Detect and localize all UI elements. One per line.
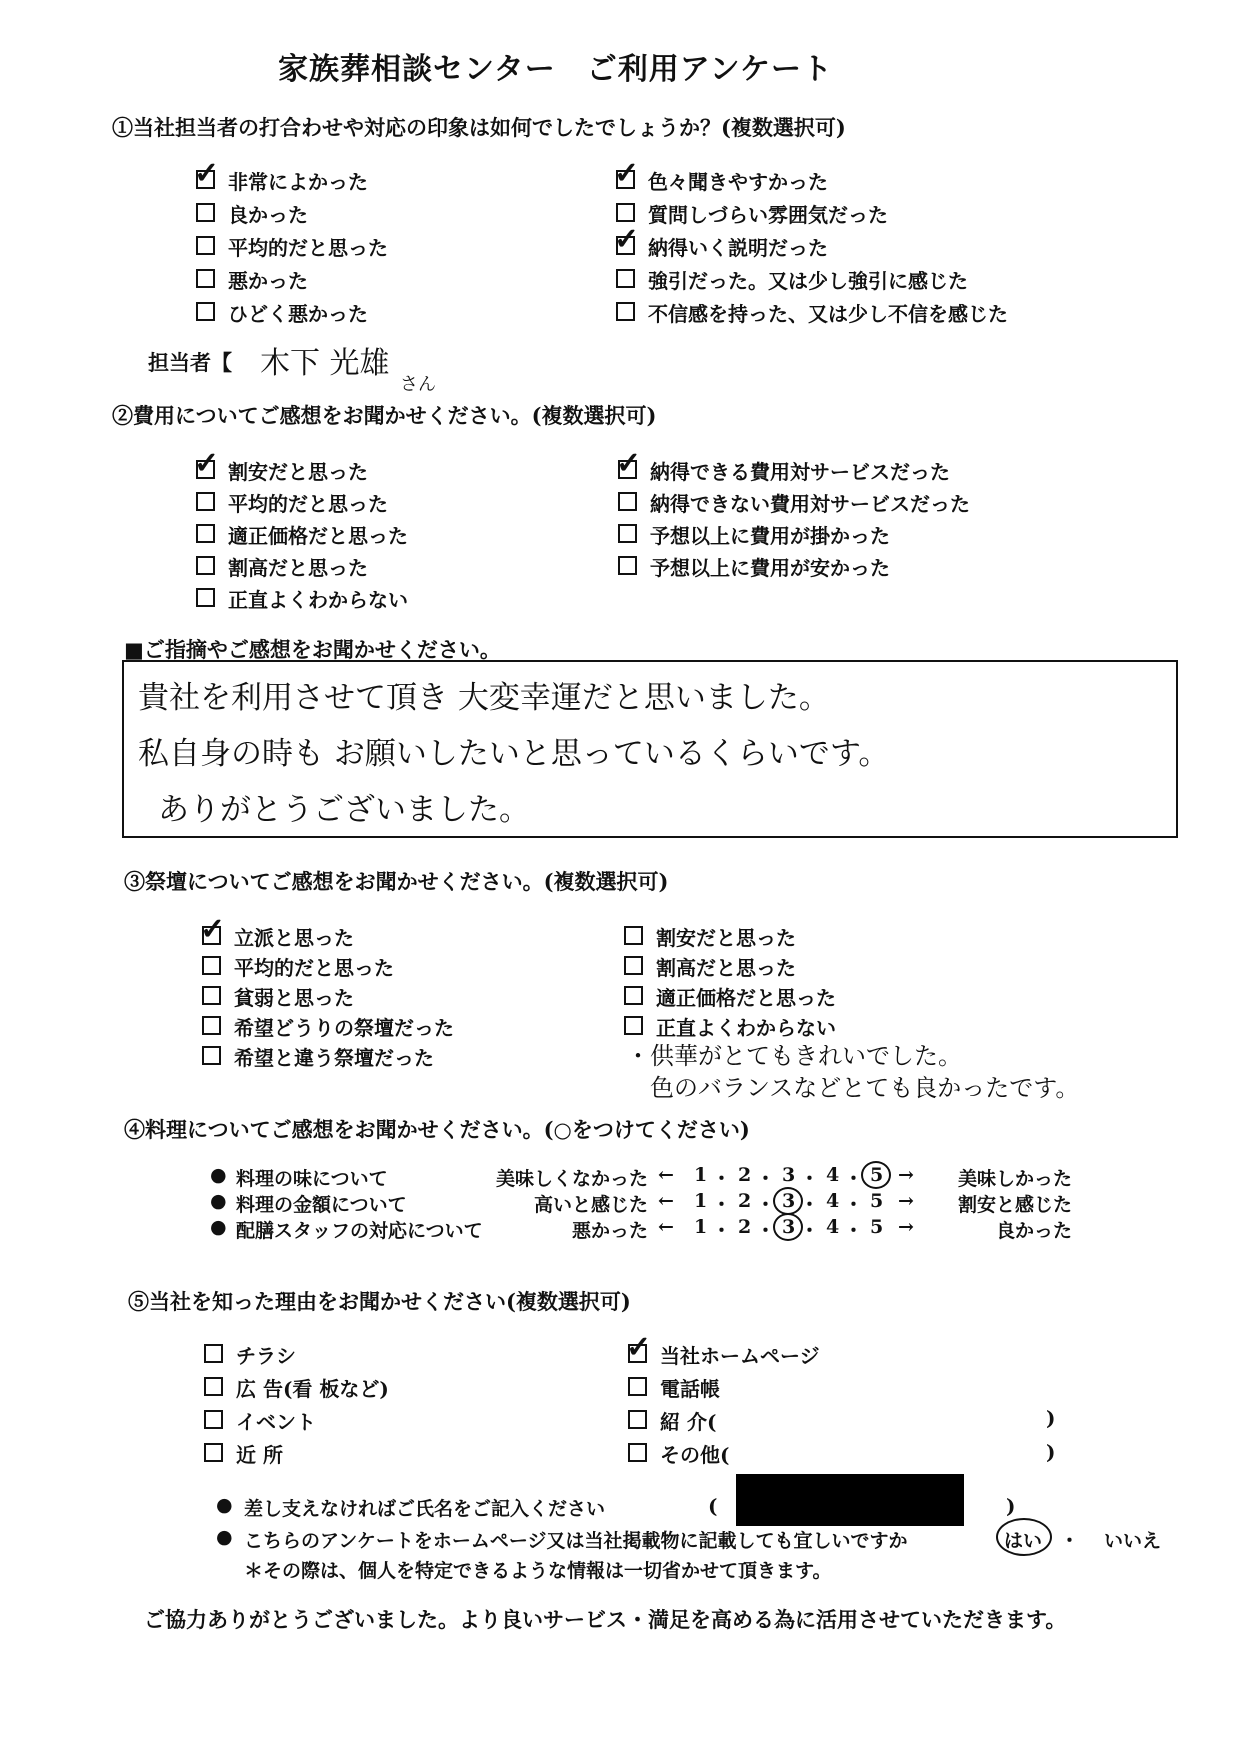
yes-circle-mark xyxy=(996,1518,1052,1556)
option-label: 予想以上に費用が掛かった xyxy=(650,524,890,548)
rating-number[interactable]: 2 xyxy=(738,1190,752,1212)
rating-high-label: 良かった xyxy=(995,1220,1072,1242)
comment-line-1: 貴社を利用させて頂き 大変幸運だと思いました。 xyxy=(138,680,830,716)
option-label: 割安だと思った xyxy=(656,926,796,950)
option-label: 質問しづらい雰囲気だった xyxy=(648,203,888,227)
option-label: 予想以上に費用が安かった xyxy=(650,556,890,580)
checkbox[interactable] xyxy=(202,956,221,975)
checkbox[interactable] xyxy=(618,556,637,575)
rating-number[interactable]: 1 xyxy=(694,1190,708,1212)
option-label: 希望どうりの祭壇だった xyxy=(234,1016,454,1040)
checkbox[interactable] xyxy=(196,556,215,575)
rating-number[interactable]: 4 xyxy=(826,1164,840,1186)
checkmark-icon: ✓ xyxy=(616,446,642,481)
rating-number[interactable]: 3 xyxy=(782,1190,796,1212)
scale-dot: ・ xyxy=(712,1220,732,1242)
right-arrow: → xyxy=(898,1164,914,1186)
option-label: 納得いく説明だった xyxy=(648,236,828,260)
option-label: 割安だと思った xyxy=(228,460,368,484)
checkmark-icon: ✓ xyxy=(200,912,226,947)
rating-item-label: 料理の金額について xyxy=(236,1194,407,1216)
option-label: 平均的だと思った xyxy=(228,492,388,516)
option-label: 適正価格だと思った xyxy=(228,524,408,548)
scale-dot: ・ xyxy=(844,1194,864,1216)
option-label: 希望と違う祭壇だった xyxy=(234,1046,434,1070)
checkbox[interactable] xyxy=(616,302,635,321)
selection-circle-mark xyxy=(773,1213,803,1241)
q1-heading: ①当社担当者の打合わせや対応の印象は如何でしたでしょうか？(複数選択可) xyxy=(112,115,846,140)
scale-dot: ・ xyxy=(844,1168,864,1190)
checkbox[interactable] xyxy=(624,926,643,945)
page-title: 家族葬相談センター ご利用アンケート xyxy=(278,52,833,87)
checkbox[interactable] xyxy=(196,203,215,222)
option-label: 割高だと思った xyxy=(656,956,796,980)
checkbox[interactable] xyxy=(202,1046,221,1065)
comments-heading: ■ご指摘やご感想をお聞かせください。 xyxy=(124,637,501,662)
rating-low-label: 高いと感じた xyxy=(533,1194,648,1216)
option-label: 非常によかった xyxy=(228,170,368,194)
q5-heading: ⑤当社を知った理由をお聞かせください(複数選択可) xyxy=(128,1289,631,1314)
option-label: イベント xyxy=(236,1410,316,1434)
option-label: 当社ホームページ xyxy=(660,1344,820,1368)
checkbox[interactable] xyxy=(196,236,215,255)
comment-line-2: 私自身の時も お願いしたいと思っているくらいです。 xyxy=(138,736,890,772)
permission-dot: ・ xyxy=(1060,1530,1080,1552)
option-label: 良かった xyxy=(228,203,308,227)
option-label: 近 所 xyxy=(236,1443,283,1467)
checkbox[interactable] xyxy=(204,1344,223,1363)
permission-bullet: ● xyxy=(216,1526,233,1548)
rating-number[interactable]: 4 xyxy=(826,1190,840,1212)
option-label: 立派と思った xyxy=(234,926,354,950)
selection-circle-mark xyxy=(773,1187,803,1215)
checkbox[interactable] xyxy=(204,1377,223,1396)
rating-item-label: 料理の味について xyxy=(236,1168,388,1190)
left-arrow: ← xyxy=(658,1216,674,1238)
thanks-message: ご協力ありがとうございました。より良いサービス・満足を高める為に活用させていただきます。 xyxy=(144,1607,1067,1632)
permission-prompt: こちらのアンケートをホームページ又は当社掲載物に記載しても宜しいですか xyxy=(244,1530,908,1552)
selection-circle-mark xyxy=(861,1161,891,1189)
left-arrow: ← xyxy=(658,1164,674,1186)
option-label: 紹 介( xyxy=(660,1410,717,1434)
row-bullet: ● xyxy=(210,1164,227,1186)
checkbox[interactable] xyxy=(196,302,215,321)
option-label: 貧弱と思った xyxy=(234,986,354,1010)
privacy-note: ＊その際は、個人を特定できるような情報は一切省かせて頂きます。 xyxy=(244,1560,832,1582)
checkmark-icon: ✓ xyxy=(194,156,220,191)
rating-high-label: 割安と感じた xyxy=(957,1194,1072,1216)
checkbox[interactable] xyxy=(196,524,215,543)
scale-dot: ・ xyxy=(712,1168,732,1190)
checkbox[interactable] xyxy=(628,1377,647,1396)
option-label: 悪かった xyxy=(228,269,308,293)
permission-yes[interactable]: はい xyxy=(1004,1530,1043,1552)
option-label: 正直よくわからない xyxy=(656,1016,836,1040)
option-label: 強引だった。又は少し強引に感じた xyxy=(648,269,968,293)
option-label: 色々聞きやすかった xyxy=(648,170,828,194)
checkmark-icon: ✓ xyxy=(194,446,220,481)
scale-dot: ・ xyxy=(756,1168,776,1190)
option-label: 納得できない費用対サービスだった xyxy=(650,492,970,516)
option-label: ひどく悪かった xyxy=(228,302,368,326)
checkmark-icon: ✓ xyxy=(614,156,640,191)
option-label: 平均的だと思った xyxy=(228,236,388,260)
option-label: その他( xyxy=(660,1443,730,1467)
name-bullet: ● xyxy=(216,1494,233,1516)
comment-line-3: ありがとうございました。 xyxy=(158,792,530,828)
rating-number[interactable]: 1 xyxy=(694,1216,708,1238)
rating-number[interactable]: 3 xyxy=(782,1216,796,1238)
other-close-paren: ) xyxy=(1046,1440,1056,1464)
checkbox[interactable] xyxy=(618,524,637,543)
staff-honorific: さん xyxy=(400,374,436,395)
checkbox[interactable] xyxy=(628,1410,647,1429)
checkbox[interactable] xyxy=(624,956,643,975)
checkbox[interactable] xyxy=(196,588,215,607)
rating-number[interactable]: 2 xyxy=(738,1164,752,1186)
option-label: 正直よくわからない xyxy=(228,588,408,612)
option-label: 納得できる費用対サービスだった xyxy=(650,460,950,484)
option-label: 広 告(看 板など) xyxy=(236,1377,389,1401)
scale-dot: ・ xyxy=(756,1220,776,1242)
scale-dot: ・ xyxy=(712,1194,732,1216)
rating-low-label: 美味しくなかった xyxy=(495,1168,648,1190)
checkbox[interactable] xyxy=(196,492,215,511)
referral-close-paren: ) xyxy=(1046,1406,1056,1430)
scale-dot: ・ xyxy=(800,1194,820,1216)
rating-number[interactable]: 5 xyxy=(870,1164,884,1186)
checkbox[interactable] xyxy=(616,203,635,222)
rating-number[interactable]: 4 xyxy=(826,1216,840,1238)
q4-heading: ④料理についてご感想をお聞かせください。(○をつけてください) xyxy=(124,1117,750,1142)
rating-number[interactable]: 5 xyxy=(870,1216,884,1238)
option-label: 電話帳 xyxy=(660,1377,720,1401)
rating-item-label: 配膳スタッフの対応について xyxy=(236,1220,483,1242)
permission-no[interactable]: いいえ xyxy=(1104,1530,1162,1552)
q3-heading: ③祭壇についてご感想をお聞かせください。(複数選択可) xyxy=(124,869,669,894)
checkbox[interactable] xyxy=(616,269,635,288)
rating-number[interactable]: 3 xyxy=(782,1164,796,1186)
rating-high-label: 美味しかった xyxy=(957,1168,1072,1190)
checkbox[interactable] xyxy=(628,1443,647,1462)
rating-number[interactable]: 5 xyxy=(870,1190,884,1212)
q3-note-1: ・供華がとてもきれいでした。 xyxy=(626,1042,962,1070)
rating-number[interactable]: 1 xyxy=(694,1164,708,1186)
q2-heading: ②費用についてご感想をお聞かせください。(複数選択可) xyxy=(112,403,657,428)
checkbox[interactable] xyxy=(202,986,221,1005)
option-label: 割高だと思った xyxy=(228,556,368,580)
right-arrow: → xyxy=(898,1216,914,1238)
option-label: 平均的だと思った xyxy=(234,956,394,980)
rating-number[interactable]: 2 xyxy=(738,1216,752,1238)
checkbox[interactable] xyxy=(624,1016,643,1035)
checkmark-icon: ✓ xyxy=(614,222,640,257)
name-close-paren: ) xyxy=(1006,1494,1016,1518)
option-label: 適正価格だと思った xyxy=(656,986,836,1010)
comments-box xyxy=(122,660,1178,838)
row-bullet: ● xyxy=(210,1190,227,1212)
checkbox[interactable] xyxy=(202,1016,221,1035)
checkbox[interactable] xyxy=(204,1410,223,1429)
checkbox[interactable] xyxy=(624,986,643,1005)
scale-dot: ・ xyxy=(800,1220,820,1242)
staff-label: 担当者【 xyxy=(148,350,232,375)
right-arrow: → xyxy=(898,1190,914,1212)
checkmark-icon: ✓ xyxy=(626,1330,652,1365)
row-bullet: ● xyxy=(210,1216,227,1238)
option-label: チラシ xyxy=(236,1344,296,1368)
name-redaction xyxy=(736,1474,964,1526)
scale-dot: ・ xyxy=(800,1168,820,1190)
name-open-paren: ( xyxy=(708,1494,718,1518)
left-arrow: ← xyxy=(658,1190,674,1212)
scale-dot: ・ xyxy=(844,1220,864,1242)
scale-dot: ・ xyxy=(756,1194,776,1216)
option-label: 不信感を持った、又は少し不信を感じた xyxy=(648,302,1008,326)
checkbox[interactable] xyxy=(618,492,637,511)
checkbox[interactable] xyxy=(196,269,215,288)
staff-name: 木下 光雄 xyxy=(260,346,390,381)
rating-low-label: 悪かった xyxy=(571,1220,648,1242)
checkbox[interactable] xyxy=(204,1443,223,1462)
name-prompt: 差し支えなければご氏名をご記入ください xyxy=(244,1498,606,1520)
q3-note-2: 色のバランスなどとても良かったです。 xyxy=(650,1074,1080,1102)
